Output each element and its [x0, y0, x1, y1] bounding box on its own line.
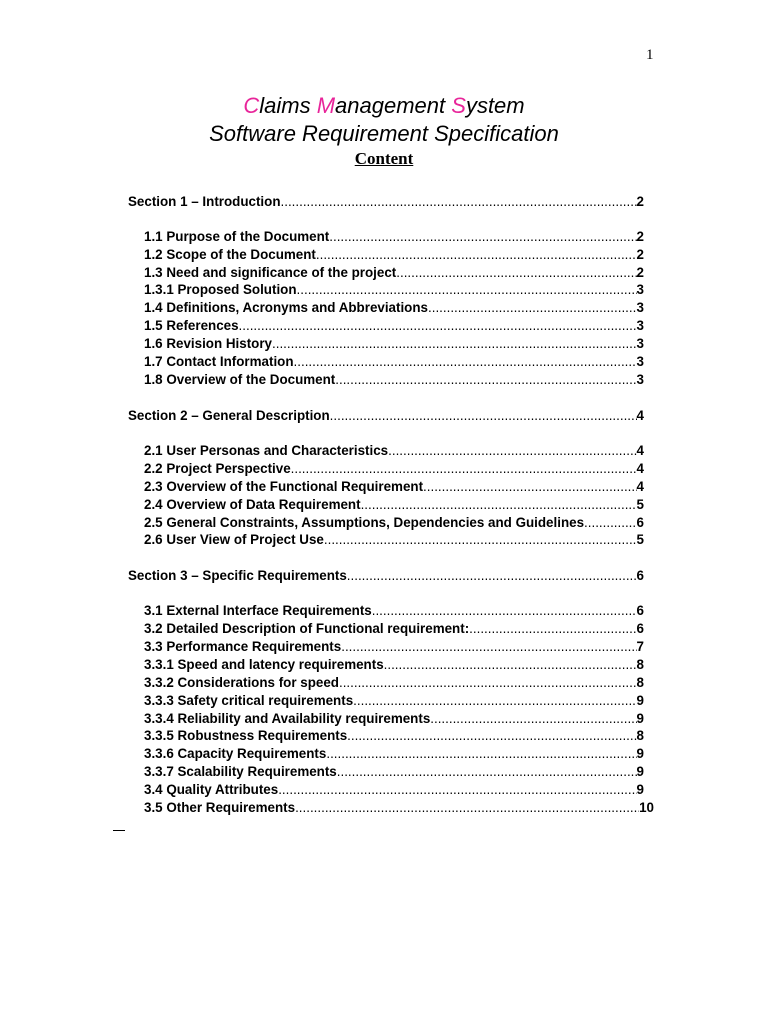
footnote-separator [113, 830, 125, 831]
toc-page-number: 9 [636, 782, 644, 797]
toc-page-number: 8 [636, 657, 644, 672]
document-title [0, 92, 768, 148]
toc-dot-leader [372, 602, 637, 620]
toc-dot-leader [396, 264, 636, 282]
toc-entry-row [144, 371, 644, 389]
toc-entry-title: 3.3 Performance Requirements [144, 639, 342, 654]
toc-dot-leader [430, 710, 636, 728]
toc-dot-leader [341, 638, 636, 656]
toc-entry-title: 2.5 General Constraints, Assumptions, Dependencies and Guidelines [144, 515, 585, 530]
toc-entry-row [144, 264, 644, 282]
toc-entry-row [144, 799, 654, 817]
toc-dot-leader [297, 281, 637, 299]
toc-dot-leader [330, 407, 637, 425]
toc-dot-leader [281, 193, 637, 211]
toc-entry-title: 3.4 Quality Attributes [144, 782, 279, 797]
toc-entry-row [144, 710, 644, 728]
toc-page-number: 9 [636, 764, 644, 779]
toc-entry-title: Section 2 – General Description [128, 408, 330, 423]
toc-page-number: 3 [636, 354, 644, 369]
toc-entry-row [144, 763, 644, 781]
toc-dot-leader [584, 514, 637, 532]
toc-entry-row [144, 478, 644, 496]
toc-entry-row [144, 353, 644, 371]
toc-dot-leader [347, 727, 636, 745]
toc-dot-leader [272, 335, 637, 353]
toc-entry-title: 1.3.1 Proposed Solution [144, 282, 297, 297]
toc-page-number: 10 [639, 800, 654, 815]
toc-entry-title: 3.3.5 Robustness Requirements [144, 728, 348, 743]
toc-dot-leader [291, 460, 637, 478]
toc-page-number: 9 [636, 711, 644, 726]
toc-entry-title: 2.6 User View of Project Use [144, 532, 324, 547]
toc-entry-title: 3.3.1 Speed and latency requirements [144, 657, 384, 672]
toc-page-number: 8 [636, 728, 644, 743]
toc-entry-title: Section 3 – Specific Requirements [128, 568, 347, 583]
toc-page-number: 3 [636, 318, 644, 333]
toc-dot-leader [388, 442, 636, 460]
toc-page-number: 2 [636, 265, 644, 280]
title-word-2-rest: anagement [335, 93, 452, 118]
toc-dot-leader [295, 799, 639, 817]
toc-entry-row [144, 781, 644, 799]
toc-entry-title: 3.3.2 Considerations for speed [144, 675, 339, 690]
toc-entry-title: 2.2 Project Perspective [144, 461, 291, 476]
toc-entry-title: 1.3 Need and significance of the project [144, 265, 397, 280]
title-initial-m: M [316, 93, 336, 118]
toc-dot-leader [339, 674, 637, 692]
toc-dot-leader [428, 299, 637, 317]
content-heading: Content [354, 149, 414, 168]
toc-page-number: 3 [636, 336, 644, 351]
toc-dot-leader [353, 692, 636, 710]
toc-entry-row [144, 692, 644, 710]
toc-page-number: 6 [636, 621, 644, 636]
toc-dot-leader [329, 228, 636, 246]
toc-entry-title: 1.1 Purpose of the Document [144, 229, 330, 244]
toc-dot-leader [423, 478, 637, 496]
toc-entry-title: 1.5 References [144, 318, 239, 333]
toc-entry-title: 3.2 Detailed Description of Functional requirement: [144, 621, 470, 636]
toc-page-number: 5 [636, 532, 644, 547]
toc-dot-leader [239, 317, 637, 335]
toc-entry-row [144, 745, 644, 763]
toc-page-number: 7 [636, 639, 644, 654]
toc-dot-leader [469, 620, 636, 638]
toc-entry-row [144, 620, 644, 638]
toc-entry-title: 2.4 Overview of Data Requirement [144, 497, 361, 512]
toc-entry-title: 3.3.6 Capacity Requirements [144, 746, 327, 761]
toc-entry-row [144, 335, 644, 353]
toc-entry-row [144, 496, 644, 514]
toc-dot-leader [294, 353, 637, 371]
toc-entry-title: 1.4 Definitions, Acronyms and Abbreviations [144, 300, 428, 315]
toc-dot-leader [324, 531, 637, 549]
toc-page-number: 2 [636, 247, 644, 262]
toc-dot-leader [347, 567, 637, 585]
toc-entry-row [144, 656, 644, 674]
toc-page-number: 4 [636, 443, 644, 458]
toc-entry-row [144, 317, 644, 335]
toc-page-number: 4 [636, 408, 644, 423]
toc-page-number: 9 [636, 746, 644, 761]
toc-section-row [128, 407, 644, 425]
toc-page-number: 2 [636, 194, 644, 209]
toc-page-number: 3 [636, 282, 644, 297]
toc-entry-row [144, 299, 644, 317]
toc-entry-row [144, 638, 644, 656]
toc-entry-title: 2.3 Overview of the Functional Requirement [144, 479, 424, 494]
toc-entry-title: 1.6 Revision History [144, 336, 273, 351]
toc-entry-row [144, 281, 644, 299]
toc-entry-row [144, 531, 644, 549]
toc-page-number: 3 [636, 372, 644, 387]
title-line-1 [0, 92, 768, 120]
toc-dot-leader [335, 371, 636, 389]
toc-entry-row [144, 228, 644, 246]
toc-entry-row [144, 246, 644, 264]
toc-entry-title: 1.7 Contact Information [144, 354, 294, 369]
toc-section-row [128, 567, 644, 585]
toc-entry-row [144, 727, 644, 745]
title-word-1-rest: laims [259, 93, 317, 118]
toc-entry-row [144, 460, 644, 478]
toc-entry-title: 2.1 User Personas and Characteristics [144, 443, 389, 458]
toc-page-number: 6 [636, 603, 644, 618]
title-initial-s: S [451, 93, 466, 118]
toc-dot-leader [326, 745, 636, 763]
toc-dot-leader [361, 496, 637, 514]
toc-entry-title: 3.5 Other Requirements [144, 800, 296, 815]
toc-page-number: 4 [636, 479, 644, 494]
toc-entry-row [144, 442, 644, 460]
toc-page-number: 6 [636, 568, 644, 583]
toc-dot-leader [316, 246, 637, 264]
toc-dot-leader [337, 763, 637, 781]
toc-page-number: 5 [636, 497, 644, 512]
toc-entry-title: Section 1 – Introduction [128, 194, 281, 209]
page-number: 1 [646, 47, 654, 63]
toc-entry-title: 3.3.7 Scalability Requirements [144, 764, 337, 779]
toc-page-number: 8 [636, 675, 644, 690]
toc-page-number: 9 [636, 693, 644, 708]
toc-entry-title: 1.2 Scope of the Document [144, 247, 316, 262]
toc-page-number: 6 [636, 515, 644, 530]
toc-entry-title: 1.8 Overview of the Document [144, 372, 336, 387]
toc-entry-title: 3.3.4 Reliability and Availability requirements [144, 711, 431, 726]
toc-dot-leader [278, 781, 636, 799]
toc-entry-row [144, 674, 644, 692]
toc-dot-leader [384, 656, 637, 674]
toc-entry-row [144, 602, 644, 620]
toc-entry-title: 3.3.3 Safety critical requirements [144, 693, 354, 708]
toc-section-row [128, 193, 644, 211]
toc-entry-row [144, 514, 644, 532]
toc-page-number: 3 [636, 300, 644, 315]
toc-entry-title: 3.1 External Interface Requirements [144, 603, 372, 618]
toc-page-number: 2 [636, 229, 644, 244]
title-line-2: Software Requirement Specification [209, 121, 559, 146]
toc-page-number: 4 [636, 461, 644, 476]
title-initial-c: C [243, 93, 260, 118]
title-word-3-rest: ystem [465, 93, 525, 118]
